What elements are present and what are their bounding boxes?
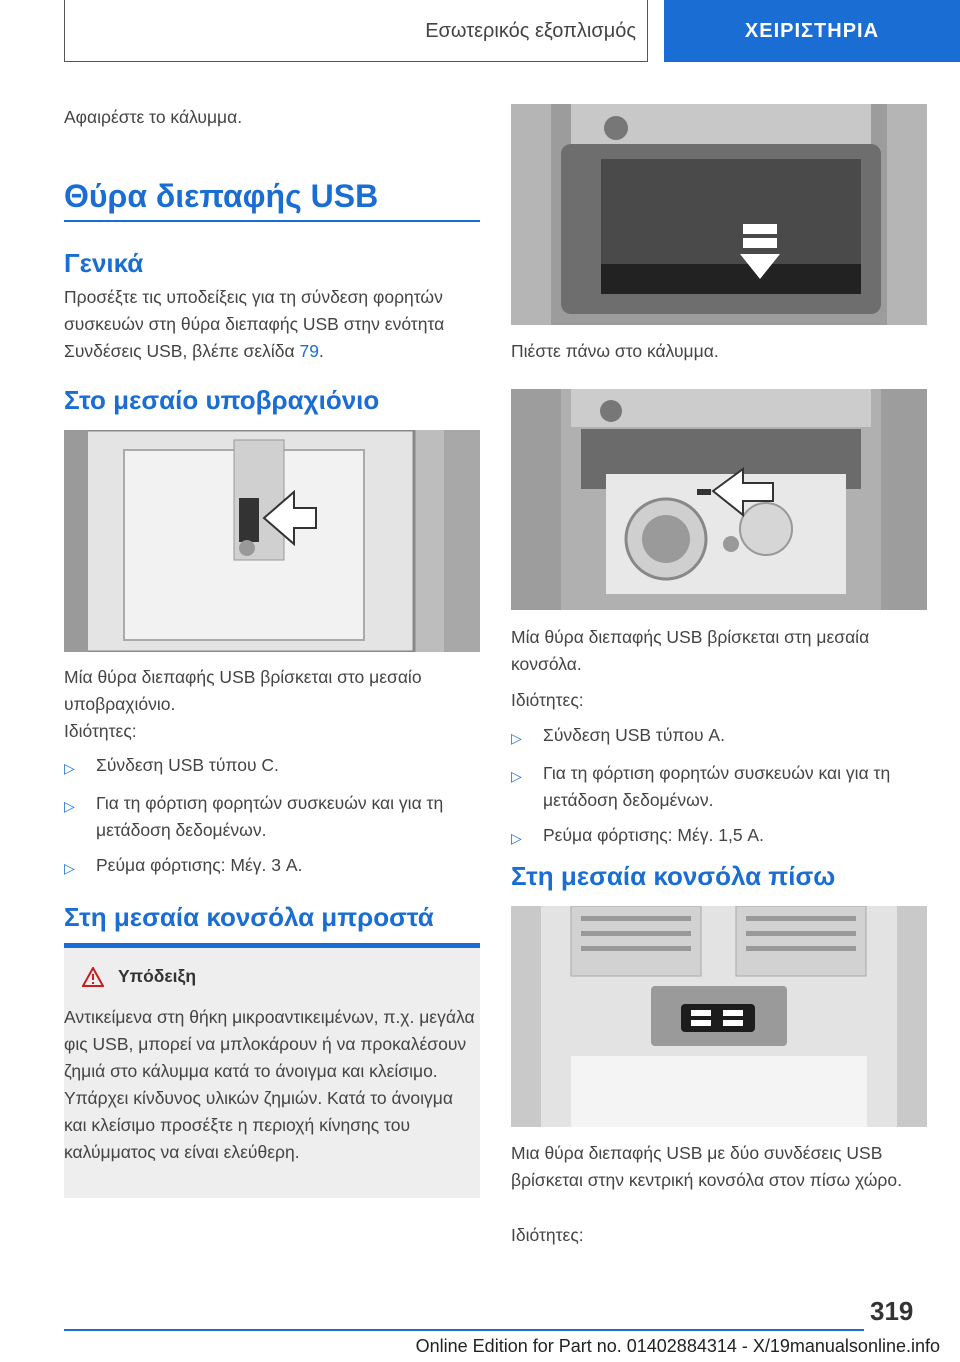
triangle-bullet-icon: ▷ [511, 730, 522, 746]
footer-rule [64, 1329, 864, 1331]
list-item: ▷ Για τη φόρτιση φορητών συσκευών και για τη μετάδοση δεδομένων. [64, 790, 484, 844]
triangle-bullet-icon: ▷ [64, 860, 75, 876]
note-title: Υπόδειξη [118, 966, 197, 986]
rear-usb-photo [511, 906, 927, 1127]
rear-caption: Μια θύρα διεπαφής USB με δύο συνδέσεις USB βρίσκεται στην κεντρική κονσόλα στον πίσω χώρο. [511, 1143, 902, 1190]
properties-list-right [511, 722, 931, 852]
general-paragraph: Προσέξτε τις υποδείξεις για τη σύνδεση φορητών συσκευών στη θύρα διεπαφής USB στην ενότητα Συνδέσεις USB, βλέπε σελίδα 79. [64, 287, 445, 361]
list-item: ▷ Σύνδεση USB τύπου A. [511, 722, 931, 752]
properties-label-right: Ιδιότητες: [511, 690, 584, 710]
note-text: Αντικείμενα στη θήκη μικροαντικειμένων, π.χ. μεγάλα φις USB, μπορεί να μπλοκάρουν ή να προκαλέσουν ζημιά στο κάλυμμα κατά το άνοιγμα και κλείσιμο. Υπάρχει κίνδυνος υλικών ζημιών. Κατά το άνοιγμα και κλείσιμο προσέξτε η περιοχή κίνησης του καλύμματος να είναι ελεύθερη. [64, 1007, 475, 1162]
armrest-usb-photo [64, 430, 480, 652]
triangle-bullet-icon: ▷ [64, 798, 75, 814]
section-title: Εσωτερικός εξοπλισμός [425, 19, 636, 42]
manual-chapter-tab[interactable]: ΧΕΙΡΙΣΤΗΡΙΑ [664, 0, 960, 62]
list-item: ▷ Για τη φόρτιση φορητών συσκευών και για τη μετάδοση δεδομένων. [511, 760, 931, 814]
press-cover-photo [511, 104, 927, 325]
press-caption: Πιέστε πάνω στο κάλυμμα. [511, 341, 719, 361]
heading-usb-port: Θύρα διεπαφής USB [64, 178, 379, 214]
triangle-bullet-icon: ▷ [64, 760, 75, 776]
console-caption: Μία θύρα διεπαφής USB βρίσκεται στη μεσαία κονσόλα. [511, 627, 870, 674]
footer-edition: Online Edition for Part no. 01402884314 - X/19manualsonline.info [415, 1336, 940, 1356]
armrest-caption: Μία θύρα διεπαφής USB βρίσκεται στο μεσαίο υποβραχιόνιο. [64, 667, 422, 714]
heading-rule [64, 220, 480, 222]
triangle-bullet-icon: ▷ [511, 830, 522, 846]
properties-list-left [64, 752, 484, 882]
list-item: ▷ Σύνδεση USB τύπου C. [64, 752, 484, 782]
properties-label-rear: Ιδιότητες: [511, 1225, 584, 1245]
page-link[interactable]: 79 [299, 341, 319, 361]
heading-rear-console: Στη μεσαία κονσόλα πίσω [511, 861, 836, 891]
console-usb-photo [511, 389, 927, 610]
heading-armrest: Στο μεσαίο υποβραχιόνιο [64, 385, 380, 415]
note-box [64, 948, 480, 1198]
triangle-bullet-icon: ▷ [511, 768, 522, 784]
properties-label-left: Ιδιότητες: [64, 721, 137, 741]
warning-icon [82, 967, 104, 987]
list-item: ▷ Ρεύμα φόρτισης: Μέγ. 1,5 A. [511, 822, 931, 852]
page-number: 319 [870, 1296, 914, 1326]
heading-front-console: Στη μεσαία κονσόλα μπροστά [64, 902, 434, 932]
intro-text: Αφαιρέστε το κάλυμμα. [64, 107, 243, 127]
heading-general: Γενικά [64, 248, 144, 278]
list-item: ▷ Ρεύμα φόρτισης: Μέγ. 3 A. [64, 852, 484, 882]
